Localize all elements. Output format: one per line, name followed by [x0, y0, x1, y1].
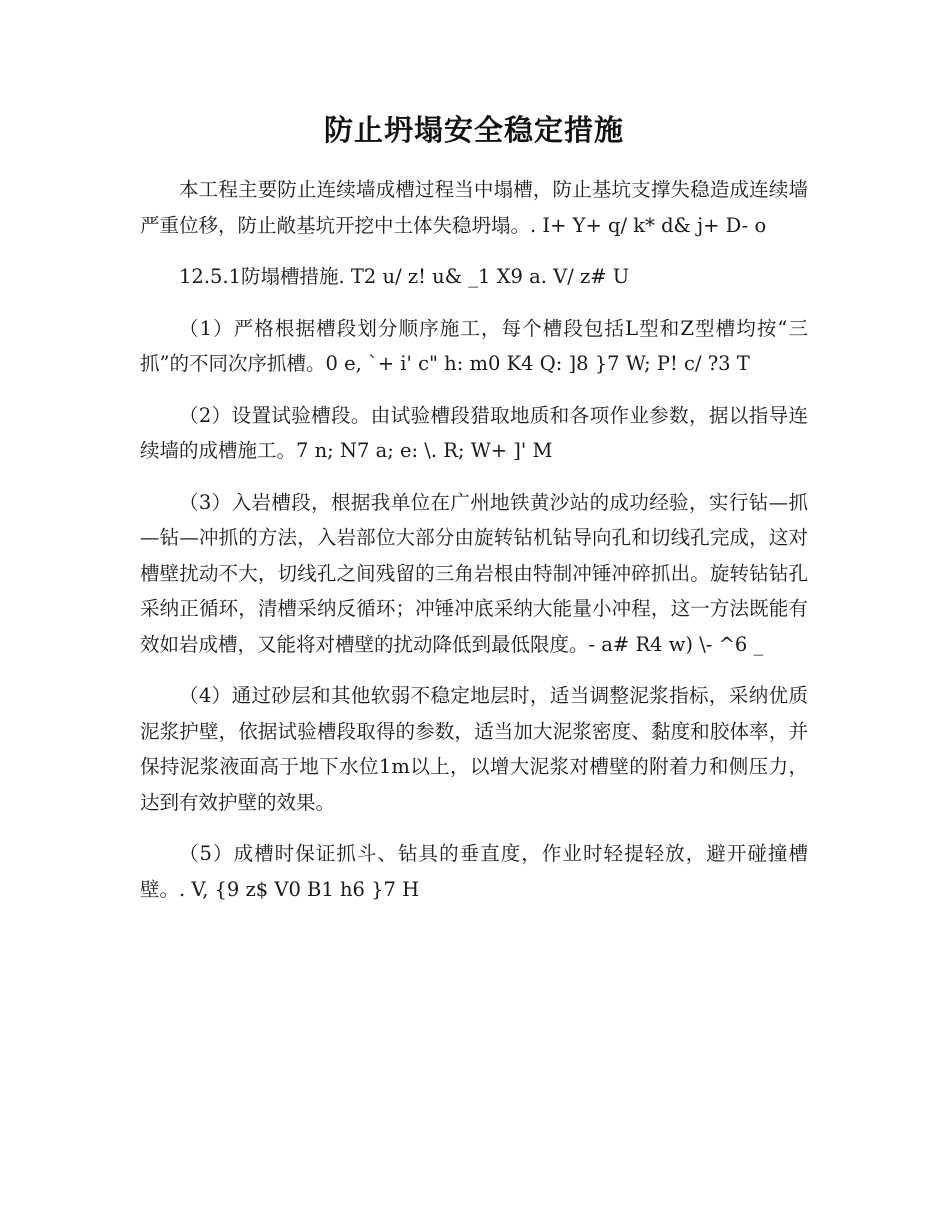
document-page — [140, 108, 808, 923]
paragraph-item-1: （1）严格根据槽段划分顺序施工，每个槽段包括L型和Z型槽均按“三抓”的不同次序抓槽。0 e, `+ i' c" h: m0 K4 Q: ]8 }7 W; P! c/ ?3 T — [140, 316, 808, 375]
paragraph-item-4: （4）通过砂层和其他软弱不稳定地层时，适当调整泥浆指标，采纳优质泥浆护壁，依据试验槽段取得的参数，适当加大泥浆密度、黏度和胶体率，并保持泥浆液面高于地下水位1m以上，以增大泥浆对槽壁的附着力和侧压力，达到有效护壁的效果。 — [140, 684, 808, 814]
paragraph-intro: 本工程主要防止连续墙成槽过程当中塌槽，防止基坑支撑失稳造成连续墙严重位移，防止敞基坑开挖中土体失稳坍塌。. I+ Y+ q/ k* d& j+ D- o — [140, 178, 808, 237]
paragraph-item-2: （2）设置试验槽段。由试验槽段猎取地质和各项作业参数，据以指导连续墙的成槽施工。7 n; N7 a; e: \. R; W+ ]' M — [140, 403, 808, 462]
paragraph-item-3: （3）入岩槽段，根据我单位在广州地铁黄沙站的成功经验，实行钻—抓—钻—冲抓的方法，入岩部位大部分由旋转钻机钻导向孔和切线孔完成，这对槽壁扰动不大，切线孔之间残留的三角岩根由特制冲锤冲碎抓出。旋转钻钻孔采纳正循环，清槽采纳反循环；冲锤冲底采纳大能量小冲程，这一方法既能有效如岩成槽，又能将对槽壁的扰动降低到最低限度。- a# R4 w) \- ^6 _ — [140, 490, 808, 656]
paragraph-section-heading: 12.5.1防塌槽措施. T2 u/ z! u& _1 X9 a. V/ z# U — [179, 265, 630, 288]
paragraph-item-5: （5）成槽时保证抓斗、钻具的垂直度，作业时轻提轻放，避开碰撞槽壁。. V, {9 z$ V0 B1 h6 }7 H — [140, 842, 808, 901]
document-title: 防止坍塌安全稳定措施 — [323, 113, 624, 147]
